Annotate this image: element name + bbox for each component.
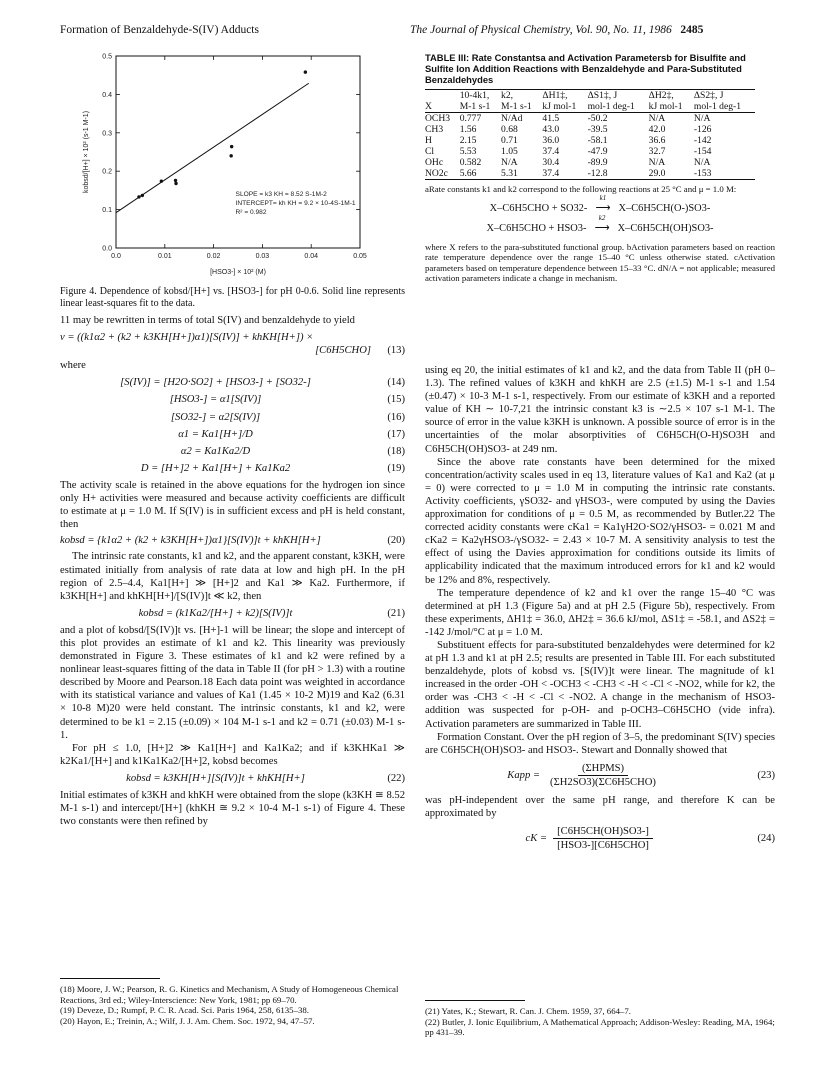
equation-number: (23) [757,769,776,781]
table-cell: N/A [648,113,666,124]
table-cell: 41.5 [542,113,560,124]
equation-13-line-2: [C6H5CHO] [315,345,371,357]
table-header-row [425,101,755,113]
equation-number: (14) [387,377,405,389]
equation-fraction [553,825,653,852]
table-header-row [425,90,755,102]
table-header-cell: ΔS1‡, J [588,90,649,102]
equation-13-line-1: ν = ((k1α2 + (k2 + k3KH[H+])α1)[S(IV)] + khKH[H+]) × [60,332,314,344]
equation-22 [60,772,405,785]
figure-4-chart [60,48,405,282]
table-cell: 32.7 [648,146,666,157]
table-header-cell: kJ mol-1 [649,101,694,113]
data-point [230,145,233,148]
equation-number: (16) [387,411,405,423]
paragraph: The temperature dependence of k2 and k1 over the range 15–40 °C was determined at pH 1.3 (Figure 5a) and at pH 2.5 (Figure 5b), respectively. From these experiments, ΔH1‡ = 36.0, ΔH2‡ = 36.6 kJ/mol, ΔS1‡ = -58.1, and ΔS2‡ = -142 J/mol/°C at μ = 1.0 M. [425,587,775,638]
page-number: 2485 [680,24,704,36]
table-cell: 37.4 [542,168,587,180]
equation-number: (17) [387,428,405,440]
table-cell: -154 [693,146,712,157]
reference-21: (21) Yates, K.; Stewart, R. Can. J. Chem. 1959, 37, 664–7. [425,1006,631,1016]
table-cell: N/A [693,157,711,168]
table-header-cell [425,90,460,102]
equation-text: α1 = Ka1[H+]/D [178,428,253,440]
table-header-cell: kJ mol-1 [542,101,587,113]
paragraph: The activity scale is retained in the above equations for the hydrogen ion since only H+ activities were measured and because activity coefficients are difficult to estimate at μ = 1.0 M. If S(IV) is in sufficient excess and pH is held constant, then [60,479,405,531]
table-cell: N/A [693,113,711,124]
chart-points [137,70,307,198]
x-tick-label: 0.05 [353,253,367,260]
table-cell: 5.66 [460,168,501,180]
y-tick-label: 0.1 [102,207,112,215]
equation-13-cont [60,344,405,357]
equation-19 [60,462,405,475]
figure-caption: Figure 4. Dependence of kobsd/[H+] vs. [HSO3-] for pH 0-0.6. Solid line represents linear least-squares fit to the data. [60,286,405,310]
paragraph: using eq 20, the initial estimates of k1 and k2, and the data from Table II (pH 0–1.3). The refined values of k3KH and khKH are 2.5 (±1.5) M-1 s-1 and 1.54 (±0.47) × 10-3 M-1 s-1, respectively. From our estimate of k3KH and a reported value of KH ∼ 10-7,21 the intrinsic constant k3 is ∼2.5 × 107 s-1 M-1. The source of error in the value k3KH is unknown. A possible source of error is in the uncertainties of the molar absorptivities of C6H5CH(O-H)SO3H and C6H5CH(OH)SO3- at 249 nm. [425,365,775,455]
equation-14 [60,376,405,389]
table-cell: OCH3 [425,113,451,124]
data-point [174,179,177,182]
reference-19: (19) Deveze, D.; Rumpf, P. C. R. Acad. Sci. Paris 1964, 258, 6135–38. [60,1005,309,1016]
table-cell: N/A [648,157,666,168]
table-header-cell: 10-4k1, [460,90,501,102]
table-cell: 43.0 [542,124,560,135]
equation-24 [425,825,775,852]
numerator: [C6H5CH(OH)SO3-] [553,825,653,839]
equation-18 [60,445,405,458]
reference-20: (20) Hayon, E.; Treinin, A.; Wilf, J. J. Am. Chem. Soc. 1972, 94, 47–57. [60,1015,315,1026]
table-header-cell: X [425,101,460,113]
x-tick-label: 0.04 [304,253,319,260]
table-3 [425,89,755,180]
reaction-1 [425,193,775,214]
numerator: (ΣHPMS) [578,762,628,776]
rate-constant-label: k2 [598,213,606,222]
x-axis-label: [HSO3-] × 10² (M) [210,269,266,276]
paragraph: Substituent effects for para-substituted benzaldehydes were determined for k2 at pH 1.3 and k1 at pH 2.5; results are presented in Table III. For each substituted benzaldehyde, plots of kobsd vs. [S(IV)]t were linear. The magnitude of k1 increased in the order -OH < -OCH3 < -CH3 < -H < -Cl < -NO2, while for k2, the order was -CH3 < -H < -Cl < -NO2. A change in the mechanism of HSO3- addition was suspected for p-OH- and p-OCH3–C6H5CHO (vide infra). Activation parameters are summarized in Table III. [425,639,775,730]
intercept-annotation: INTERCEPT= kh KH = 9.2 × 10-4S-1M-1 [235,199,356,207]
paragraph: 11 may be rewritten in terms of total S(IV) and benzaldehyde to yield [60,315,355,326]
table-header-cell: ΔH1‡, [542,90,587,102]
right-column [425,364,775,857]
table-cell: NO2c [425,168,460,180]
table-header-cell: k2, [501,90,542,102]
denominator: (ΣH2SO3)(ΣC6H5CHO) [550,776,656,788]
reaction-rhs: X–C6H5CH(O-)SO3- [618,202,711,214]
equation-16 [60,411,405,424]
table-cell: -89.9 [587,157,608,168]
equation-15 [60,393,405,406]
equation-21 [60,607,405,620]
y-tick-label: 0.2 [102,168,112,176]
denominator: [HSO3-][C6H5CHO] [557,840,649,852]
paragraph: For pH ≤ 1.0, [H+]2 ≫ Ka1[H+] and Ka1Ka2; and if k3KHKa1 ≫ k2Ka1/[H+] and k1Ka1Ka2/[H+]2, kobsd becomes [60,742,405,767]
journal-name: The Journal of Physical Chemistry, Vol. 90, No. 11, 1986 [410,24,672,36]
paragraph: Formation Constant. Over the pH region of 3–5, the predominant S(IV) species are C6H5CH(OH)SO3- and HSO3-. Stewart and Donnally showed that [425,731,775,756]
slope-annotation: SLOPE = k3 KH = 8.52 S-1M-2 [235,190,327,198]
chart-axes [116,56,360,248]
reaction-2 [425,213,775,234]
data-point [174,182,177,185]
table-cell: -58.1 [587,135,608,146]
rate-constant-label: k1 [599,193,607,202]
reaction-arrow: k1 ⟶ [590,202,616,214]
table-cell: 30.4 [542,157,560,168]
equation-text: [S(IV)] = [H2O·SO2] + [HSO3-] + [SO32-] [120,377,311,389]
equation-number: (21) [387,607,405,619]
chart-ticks [102,54,367,261]
table-cell: 0.71 [501,135,518,146]
table-cell: 0.68 [501,124,518,135]
equation-number: (22) [387,772,405,784]
y-tick-label: 0.5 [102,53,112,61]
table-cell: -12.8 [588,168,649,180]
table-footnotes: where X refers to the para-substituted functional group. bActivation parameters based on reaction rate temperature dependence over the range 15–40 °C unless otherwise stated. cActivation parameters based on temperature dependence between 15–33 °C. dN/A = not applicable; measured activation parameters indicate a change in mechanism. [425,241,775,284]
table-row [425,146,755,157]
equation-number: (15) [387,394,405,406]
table-cell: 5.53 [459,146,477,157]
data-point [304,70,307,73]
reaction-lhs: X–C6H5CHO + SO32- [489,202,588,214]
reference-22: (22) Butler, J. Ionic Equilibrium, A Mathematical Approach; Addison-Wesley: Reading, MA, 1964; pp 431–39. [425,1016,775,1038]
left-column [60,314,405,828]
equation-fraction [546,762,660,789]
equation-number: (24) [757,833,775,845]
x-tick-label: 0.03 [255,253,270,260]
table-cell: 29.0 [649,168,694,180]
footnote-rule [425,1000,525,1001]
equation-20 [60,534,405,547]
table-cell: 36.6 [648,135,666,146]
table-header-cell: M-1 s-1 [460,101,501,113]
table-cell: -47.9 [587,146,608,157]
plot-frame [116,56,360,248]
equation-number: (20) [387,535,405,547]
paragraph: was pH-independent over the same pH range, and therefore K can be approximated by [425,795,775,820]
table-header-cell: ΔS2‡, J [694,90,755,102]
where-label: where [60,360,86,372]
equation-number: (13) [387,345,405,357]
equation-number: (18) [387,445,405,457]
table-3-block [425,52,775,284]
equation-23 [425,762,775,789]
x-tick-label: 0.01 [157,253,172,260]
data-point [229,154,232,157]
table-cell: -126 [693,124,712,135]
table-cell: -50.2 [587,113,608,124]
table-row [425,135,755,146]
table-cell: 2.15 [459,135,477,146]
right-references [425,1006,775,1038]
equation-text: kobsd = k3KH[H+][S(IV)]t + khKH[H+] [126,772,305,784]
paragraph: Since the above rate constants have been determined for the mixed concentration/activity scales used in eq 13, literature values of Ka1 and Ka2 (at μ = 0) were corrected to μ = 1.0 M in computing the intrinsic rate constants. Activity coefficients, γSO32- and γHSO3-, were computed by using the Davies approximation for conditions of μ = 0.5 M, as recommended by Butler.22 The corrected acidity constants were cKa1 = Ka1γH2O·SO2/γHSO3- = 0.021 M and cKa2 = Ka2γHSO3-/γSO32- = 2.43 × 10-7 M. A sensitivity analysis to test the effect of using the Davies approximation for conditions outside its limits of applicability indicated that the maximum introduced errors for k1 and k2 would be 12% and 8%, respectively. [425,456,775,586]
y-tick-label: 0.4 [102,91,112,99]
table-row [425,157,755,168]
equation-text: kobsd = {k1α2 + (k2 + k3KH[H+])α1}[S(IV)]t + khKH[H+] [60,535,321,547]
table-cell: H [425,135,432,146]
running-title: Formation of Benzaldehyde-S(IV) Adducts [60,24,259,36]
table-cell: -153 [694,168,755,180]
paragraph: The intrinsic rate constants, k1 and k2, and the apparent constant, k3KH, were estimated initially from analysis of rate data at low and high pH. In the pH region of 2.5–4.4, Ka1[H+] ≫ [H+]2 and Ka1 ≫ Ka2. Furthermore, if k3KH[H+] and khKH[H+]/[S(IV)]t ≪ k2, then [60,551,405,602]
table-cell: 5.31 [501,168,542,180]
table-header-cell: M-1 s-1 [501,101,542,113]
x-tick-label: 0.0 [111,253,121,260]
table-cell: 36.0 [542,135,560,146]
table-row [425,168,755,180]
equation-text: D = [H+]2 + Ka1[H+] + Ka1Ka2 [140,462,291,474]
r-squared-annotation: R² = 0.982 [235,209,267,217]
equation-17 [60,428,405,441]
table-cell: -39.5 [587,124,608,135]
table-cell: CH3 [425,124,444,135]
paragraph: Initial estimates of k3KH and khKH were obtained from the slope (k3KH ≅ 8.52 M-1 s-1) and intercept/[H+] (khKH ≅ 9.2 × 10-4 M-1 s-1) of Figure 4. These two constants were then refined by [60,790,405,828]
table-cell: 0.777 [459,113,482,124]
table-row [425,124,755,135]
reaction-rhs: X–C6H5CH(OH)SO3- [617,222,714,234]
y-tick-label: 0.3 [102,130,112,138]
table-cell: 42.0 [648,124,666,135]
table-cell: 1.05 [501,146,518,157]
table-cell: N/A [501,157,518,168]
table-cell: 37.4 [542,146,560,157]
equation-lhs: cK = [525,833,548,845]
y-tick-label: 0.0 [102,245,112,253]
y-axis-label: kobsd/[H+] × 10² (s-1 M-1) [83,110,90,194]
equation-number: (19) [387,462,405,474]
table-cell: OHc [425,157,444,168]
table-header-cell: mol-1 deg-1 [694,101,755,113]
table-header-cell: mol-1 deg-1 [588,101,649,113]
table-cell: Cl [425,146,435,157]
equation-13 [60,331,405,344]
equation-text: [SO32-] = α2[S(IV)] [170,411,261,423]
reaction-lhs: X–C6H5CHO + HSO3- [486,222,587,234]
table-header-cell: ΔH2‡, [649,90,694,102]
left-references [60,984,405,1026]
equation-text: α2 = Ka1Ka2/D [180,445,251,457]
table-3-title: TABLE III: Rate Constantsa and Activation Parametersb for Bisulfite and Sulfite Ion Addition Reactions with Benzaldehyde and Para-Substituted Benzaldehydes [425,52,746,85]
paragraph: and a plot of kobsd/[S(IV)]t vs. [H+]-1 will be linear; the slope and intercept of this plot provides an estimate of k1 and k2. This linearity was previously demonstrated in Figure 3. These estimates of k1 and k2 were refined by a nonlinear least-squares fitting of the data in Table II (for pH > 1.3) with a routine described by Moore and Pearson.18 Each data point was weighted in accordance with its statistical variance and values of Ka1 (1.45 × 10-2 M)19 and Ka2 (6.31 × 10-8 M)20 were held constant. The intrinsic constants, k1 and k2, were determined to be k1 = 2.15 (±0.09) × 104 M-1 s-1 and k2 = 0.71 (±0.03) M-1 s-1. [60,624,405,741]
table-cell: -142 [693,135,712,146]
journal-citation [410,24,703,36]
table-row [425,113,755,125]
x-tick-label: 0.02 [206,253,221,260]
table-body [425,113,755,180]
equation-text: [HSO3-] = α1[S(IV)] [169,394,262,406]
reference-18: (18) Moore, J. W.; Pearson, R. G. Kinetics and Mechanism, A Study of Homogeneous Chemical Reactions, 3rd ed.; Wiley-Interscience: New York, 1981; pp 69–70. [60,984,399,1005]
reaction-arrow: k2 ⟶ [589,222,615,234]
table-cell: 0.582 [459,157,482,168]
equation-lhs: Kapp = [507,769,541,781]
footnote-rule [60,978,160,979]
table-footnote-a: aRate constants k1 and k2 correspond to the following reactions at 25 °C and μ = 1.0 M: [425,184,737,194]
table-cell: N/Ad [501,113,523,124]
equation-text: kobsd = (k1Ka2/[H+] + k2)[S(IV)]t [138,607,293,619]
table-cell: 1.56 [459,124,477,135]
